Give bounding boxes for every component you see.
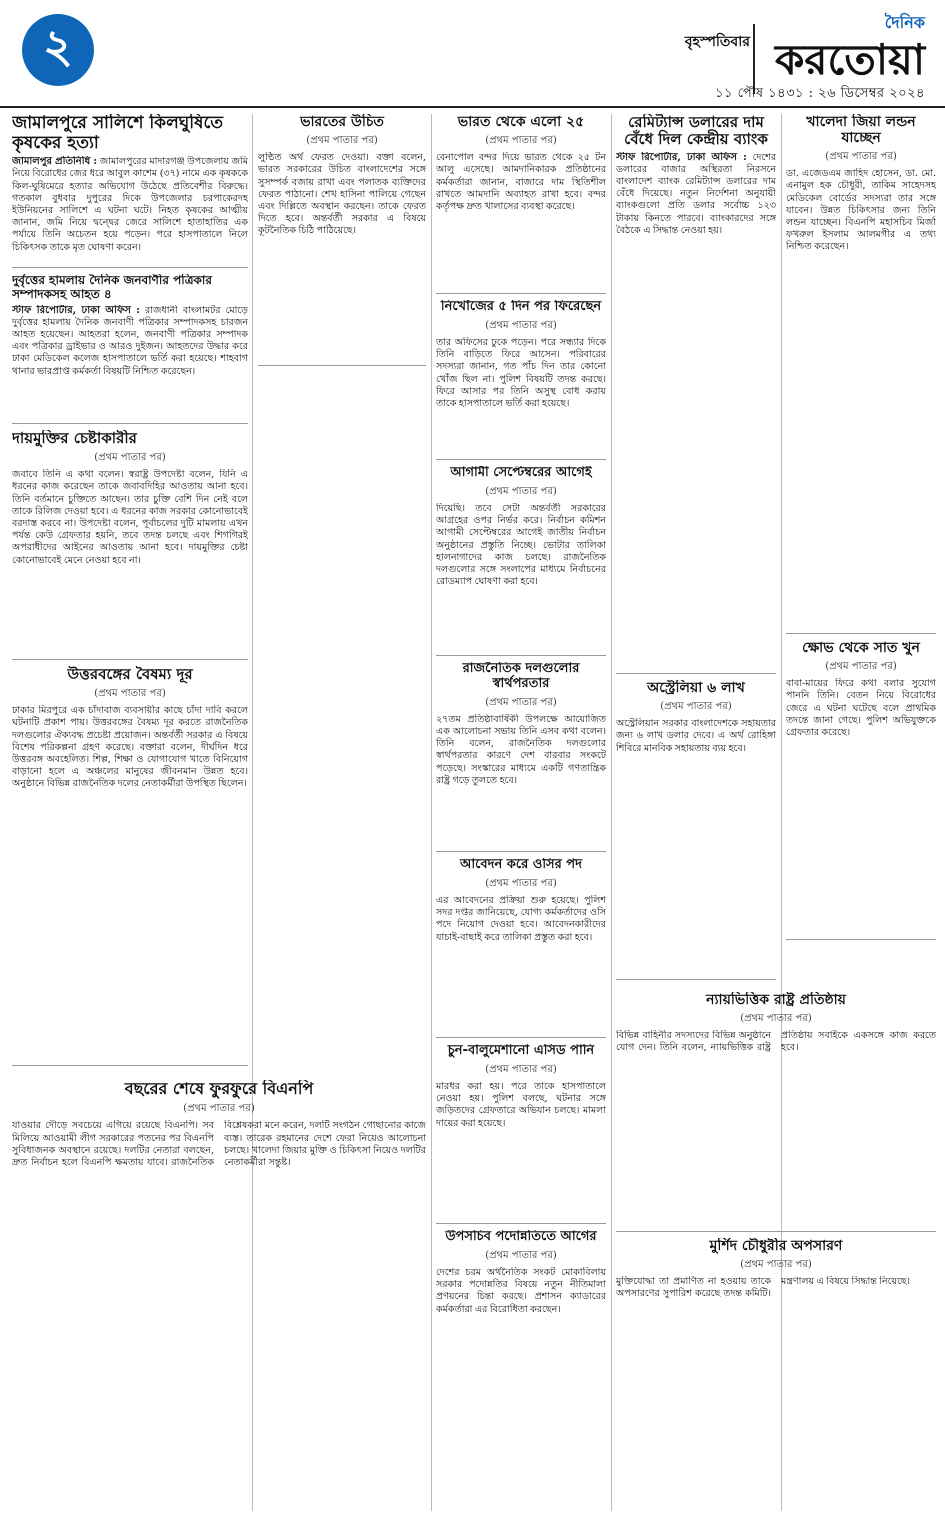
article-body: মুক্তিযোদ্ধা তা প্রমাণিত না হওয়ায় তাকে অপসারণের সুপারিশ করেছে তদন্ত কমিটি। মন্ত্রণালয় এ বিষয়ে সিদ্ধান্ত নিয়েছে। (616, 1276, 911, 1300)
headline: আবেদন করে ওসির পদ (460, 858, 582, 872)
headline: ভারত থেকে এলো ২৫ (457, 114, 585, 130)
masthead (0, 0, 945, 108)
headline: উত্তরবঙ্গের বৈষম্য দূর (67, 666, 193, 683)
dateline: স্টাফ রিপোর্টার, ঢাকা অফিস : (12, 304, 140, 316)
article-australia (616, 680, 776, 980)
article-body: রাজধানী বাংলামটর মোড়ে দুর্বৃত্তের হামলায় দৈনিক জনবাণী পত্রিকার সম্পাদকসহ চারজন আহত হয়েছেন। আহতরা হলেন, জনবাণী পত্রিকার সম্পাদক এবং পত্রিকার ড্রাইভার ও আরও দুইজন। আহতদের উদ্ধার করে ঢাকা মেডিকেল কলেজ হাসপাতালে ভর্তি করা হয়েছে। শাহবাগ থানার ভারপ্রাপ্ত কর্মকর্তা বিষয়টি নিশ্চিত করেছেন। (12, 304, 248, 377)
article-body: জবাবে তিনি এ কথা বলেন। স্বরাষ্ট্র উপদেষ্টা বলেন, যিনি এ ধরনের কাজ করেছেন তাকে জবাবদিহির আওতায় আনা হবে। তিনি বর্তমানে চুক্তিতে আছেন। তার চুক্তি বেশি দিন নেই বলে তাকে রিলিজ দেওয়া হবে। এ ধরনের কাজ সরকার কোনোভাবেই বরদাস্ত করবে না। উপদেষ্টা বলেন, পূর্বাচলের দুটি মামলায় এখন পর্যন্ত কেউ গ্রেফতার হয়নি, তবে তদন্ত চলছে এবং শিগগিরই অপরাধীদের আইনের আওতায় আনা হবে। দায়মুক্তির চেষ্টা কোনোভাবেই মেনে নেওয়া হবে না। (12, 469, 248, 566)
article-justice (616, 992, 936, 1232)
article-missing (436, 300, 606, 460)
article-body: এর আবেদনের প্রক্রিয়া শুরু হয়েছে। পুলিশ সদর দপ্তর জানিয়েছে, যোগ্য কর্মকর্তাদের ওসি পদে নিয়োগ দেওয়া হবে। আবেদনকারীদের যাচাই-বাছাই করে তালিকা প্রস্তুত করা হবে। (436, 894, 606, 943)
headline: রেমিট্যান্স ডলারের দাম বেঁধে দিল কেন্দ্রীয় ব্যাংক (624, 114, 768, 149)
continued-label: (প্রথম পাতার পর) (94, 688, 166, 700)
continued-label: (প্রথম পাতার পর) (660, 701, 732, 713)
headline: রাজনৈতিক দলগুলোর স্বার্থপরতার (462, 662, 580, 691)
article-body: বিভিন্ন বাহিনীর সদস্যদের বিভিন্ন অনুষ্ঠানে যোগ দেন। তিনি বলেন, ন্যায়ভিত্তিক রাষ্ট্র প্রতিষ্ঠায় সবাইকে একসঙ্গে কাজ করতে হবে। (616, 1030, 936, 1054)
masthead-logo (775, 10, 925, 83)
column-divider (611, 114, 612, 1511)
article-body: বাবা-মায়ের ফিরে কথা বলার সুযোগ পাননি তিনি। বেতন নিয়ে বিরোধের জেরে এ ঘটনা ঘটেছে বলে প্রাথমিক তদন্তে জানা গেছে। পুলিশ অভিযুক্তকে গ্রেফতার করেছে। (786, 678, 936, 738)
article-body: অস্ট্রেলিয়ান সরকার বাংলাদেশকে সহায়তার জন্য ৬ লাখ ডলার দেবে। এ অর্থ রোহিঙ্গা শিবিরে মানবিক সহায়তায় ব্যয় হবে। (616, 718, 776, 754)
continued-label: (প্রথম পাতার পর) (485, 696, 557, 708)
article-jamalpur (12, 114, 248, 268)
article-body: মারধর করা হয়। পরে তাকে হাসপাতালে নেওয়া হয়। পুলিশ বলছে, ঘটনার সঙ্গে জড়িতদের গ্রেফতারে অভিযান চলছে। মামলা দায়ের করা হয়েছে। (436, 1080, 606, 1129)
continued-label: (প্রথম পাতার পর) (94, 452, 166, 464)
headline: ক্ষোভ থেকে সাত খুন (802, 640, 920, 656)
article-promotion (436, 1230, 606, 1510)
article-body: তার অফিসের ঢুকে পড়েন। পরে সন্ধ্যার দিকে তিনি বাড়িতে ফিরে আসেন। পরিবারের সদস্যরা জানান, গত পাঁচ দিন তার কোনো খোঁজ ছিল না। পুলিশ বিষয়টি তদন্ত করছে। ফিরে আসার পর তিনি অসুস্থ বোধ করায় তাকে হাসপাতালে ভর্তি করা হয়েছে। (436, 336, 606, 409)
column-3 (436, 114, 606, 1511)
continued-label: (প্রথম পাতার পর) (485, 1249, 557, 1261)
article-chetkari (12, 430, 248, 660)
article-body: বেনাপোল বন্দর দিয়ে ভারত থেকে ২৫ টন আলু এসেছে। আমদানিকারক প্রতিষ্ঠানের কর্মকর্তারা জানান, বাজারে দাম স্থিতিশীল রাখতে আমদানি অব্যাহত রাখা হবে। বন্দর কর্তৃপক্ষ দ্রুত খালাসের ব্যবস্থা করেছে। (436, 152, 606, 212)
headline: নিখোঁজের ৫ দিন পর ফিরেছেন (440, 300, 602, 314)
article-body: যাওয়ার দৌড়ে সবচেয়ে এগিয়ে রয়েছে বিএনপি। সব মিলিয়ে আওয়ামী লীগ সরকারের পতনের পর বিএনপি সুবিধাজনক অবস্থানে রয়েছে। দলটির নেতারা বলছেন, দ্রুত নির্বাচন হলে বিএনপি ক্ষমতায় যাবে। রাজনৈতিক বিশ্লেষকরা মনে করেন, দলটি সংগঠন গোছানোর কাজে ব্যস্ত। তারেক রহমানের দেশে ফেরা নিয়েও আলোচনা চলছে। খালেদা জিয়ার মুক্তি ও চিকিৎসা নিয়েও দলটির নেতাকর্মীরা সন্তুষ্ট। (12, 1120, 426, 1168)
continued-label: (প্রথম পাতার পর) (306, 135, 378, 147)
article-attack (12, 274, 248, 424)
article-body: দিয়েছি। তবে সেটা অন্তর্বর্তী সরকারের আগ্রহের ওপর নির্ভর করে। নির্বাচন কমিশন আগামী সেপ্টেম্বরের আগেই জাতীয় নির্বাচন অনুষ্ঠানের প্রস্তুতি নিচ্ছে। ভোটার তালিকা হালনাগাদের কাজ চলছে। রাজনৈতিক দলগুলোর সঙ্গে সংলাপের মাধ্যমে নির্বাচনের রোডম্যাপ ঘোষণা করা হবে। (436, 502, 606, 588)
continued-label: (প্রথম পাতার পর) (485, 319, 557, 331)
article-political (436, 662, 606, 852)
masthead-date: ১১ পৌষ ১৪৩১ : ২৬ ডিসেম্বর ২০২৪ (715, 86, 925, 101)
headline: চুন-বালুমেশানো এসিড পানি (447, 1044, 595, 1058)
article-september (436, 466, 606, 656)
continued-label: (প্রথম পাতার পর) (740, 1013, 812, 1025)
headline: দুর্বৃত্তের হামলায় দৈনিক জনবাণীর পত্রিকার সম্পাদকসহ আহত ৪ (12, 274, 213, 301)
article-bharoter (258, 114, 426, 366)
article-body: জামালপুরের মাদারগঞ্জ উপজেলায় জমি নিয়ে বিরোধের জের ধরে আবুল কাশেম (৩৭) নামে এক কৃষককে কিল-ঘুষিমেরে হত্যার অভিযোগ উঠেছে প্রতিবেশীর বিরুদ্ধে। গতকাল বুধবার দুপুরের দিকে উপজেলার চরপাকেরদহ ইউনিয়নের সালিশে এ ঘটনা ঘটে। নিহত কৃষকের আত্মীয় জানান, জমি নিয়ে দ্বন্দ্বের জেরে সালিশে হাতাহাতির এক পর্যায়ে তিনি অচেতন হয়ে পড়েন। পরে হাসপাতালে নিলে চিকিৎসক তাকে মৃত ঘোষণা করেন। (12, 156, 248, 253)
headline: ন্যায়ভিত্তিক রাষ্ট্র প্রতিষ্ঠায় (706, 992, 846, 1008)
headline: অস্ট্রেলিয়া ৬ লাখ (647, 680, 745, 696)
dateline: জামালপুর প্রতিনিধি : (12, 156, 98, 168)
article-body: লুণ্ঠিত অর্থ ফেরত দেওয়া। বক্তা বলেন, ভারত সরকারের উচিত বাংলাদেশের সঙ্গে সুসম্পর্ক বজায় রাখা এবং পলাতক ব্যক্তিদের ফেরত পাঠানো। শেখ হাসিনা পালিয়ে গেছেন এবং দিল্লিতে অবস্থান করছেন। তাকে ফেরত দিতে হবে। অন্তর্বর্তী সরকার এ বিষয়ে কূটনৈতিক চিঠি পাঠিয়েছে। (258, 152, 426, 237)
article-remittance (616, 114, 776, 674)
continued-label: (প্রথম পাতার পর) (485, 135, 557, 147)
headline: খালেদা জিয়া লন্ডন যাচ্ছেন (806, 114, 916, 147)
article-body: ২৭তম প্রতিষ্ঠাবার্ষিকী উপলক্ষে আয়োজিত এক আলোচনা সভায় তিনি এসব কথা বলেন। তিনি বলেন, রাজনৈতিক দলগুলোর স্বার্থপরতার কারণে দেশ বারবার সংকটে পড়েছে। সংস্কারের মাধ্যমে একটি গণতান্ত্রিক রাষ্ট্র গড়ে তুলতে হবে। (436, 713, 606, 786)
article-apply (436, 858, 606, 1038)
article-khaleda (786, 114, 936, 634)
continued-label: (প্রথম পাতার পর) (485, 877, 557, 889)
continued-label: (প্রথম পাতার পর) (825, 661, 897, 673)
article-body: দেশের চরম অর্থনৈতিক সংকট মোকাবিলায় সরকার পদোন্নতির বিষয়ে নতুন নীতিমালা প্রণয়নের চিন্তা করছে। প্রশাসন ক্যাডারের কর্মকর্তারা এর বিরোধিতা করছেন। (436, 1266, 606, 1315)
column-divider (431, 114, 432, 1511)
masthead-name: করতোয়া (775, 35, 925, 84)
headline: উপসচিব পদোন্নতিতে আগের (445, 1230, 597, 1244)
article-disparity (12, 666, 248, 1066)
article-body: ডা. এজেডএম জাহিদ হোসেন, ডা. মো. এনামুল হক চৌধুরী, তাকিম সাহেদসহ মেডিকেল বোর্ডের সদস্যরা তার সঙ্গে যাবেন। উন্নত চিকিৎসার জন্য তিনি লন্ডন যাচ্ছেন। বিএনপি মহাসচিব মির্জা ফখরুল ইসলাম আলমগীর এ তথ্য নিশ্চিত করেছেন। (786, 168, 936, 253)
headline: আগামী সেপ্টেম্বরের আগেই (450, 466, 592, 480)
headline: ভারতের উচিত (300, 114, 384, 130)
article-bnp (12, 1080, 426, 1510)
headline: দায়মুক্তির চেষ্টাকারীর (12, 430, 137, 447)
masthead-daily: দৈনিক (884, 13, 925, 32)
continued-label: (প্রথম পাতার পর) (825, 151, 897, 163)
dateline: স্টাফ রিপোর্টার, ঢাকা অফিস : (616, 151, 747, 163)
article-bharot25 (436, 114, 606, 294)
page-number-badge: ২ (22, 14, 94, 86)
article-seven (786, 640, 936, 940)
article-acid (436, 1044, 606, 1224)
headline: জামালপুরে সালিশে কিলঘুষিতে কৃষকের হত্যা (12, 114, 224, 153)
continued-label: (প্রথম পাতার পর) (740, 1259, 812, 1271)
headline: বছরের শেষে ফুরফুরে বিএনপি (124, 1080, 314, 1098)
article-body: ঢাকার মিরপুরে এক চাঁদাবাজ ব্যবসায়ীর কাছে চাঁদা দাবি করলে ঘটনাটি প্রকাশ পায়। উত্তরবঙ্গের বৈষম্য দূর করতে রাজনৈতিক দলগুলোর ঐক্যবদ্ধ প্রচেষ্টা প্রয়োজন। অন্তর্বর্তী সরকার এ বিষয়ে বিশেষ পরিকল্পনা গ্রহণ করেছে। বক্তারা বলেন, দীর্ঘদিন ধরে উত্তরবঙ্গ অবহেলিত। শিল্প, শিক্ষা ও যোগাযোগ খাতে বিনিয়োগ বাড়ানো হলে এ অঞ্চলের মানুষের জীবনমান উন্নত হবে। অনুষ্ঠানে বিভিন্ন রাজনৈতিক দলের নেতাকর্মীরা উপস্থিত ছিলেন। (12, 705, 248, 790)
article-murshed (616, 1238, 936, 1510)
continued-label: (প্রথম পাতার পর) (485, 485, 557, 497)
masthead-weekday: বৃহস্পতিবার (684, 34, 750, 50)
continued-label: (প্রথম পাতার পর) (183, 1103, 255, 1115)
headline: মুর্শিদ চৌধুরীর অপসারণ (709, 1238, 843, 1254)
article-body: দেশের ডলারের বাজার অস্থিরতা নিরসনে বাংলাদেশ ব্যাংক রেমিট্যান্স ডলারের দাম বেঁধে দিয়েছে। নতুন নির্দেশনা অনুযায়ী ব্যাংকগুলো প্রতি ডলার সর্বোচ্চ ১২৩ টাকায় কিনতে পারবে। ব্যাংকারদের সঙ্গে বৈঠকে এ সিদ্ধান্ত নেওয়া হয়। (616, 151, 776, 236)
continued-label: (প্রথম পাতার পর) (485, 1063, 557, 1075)
